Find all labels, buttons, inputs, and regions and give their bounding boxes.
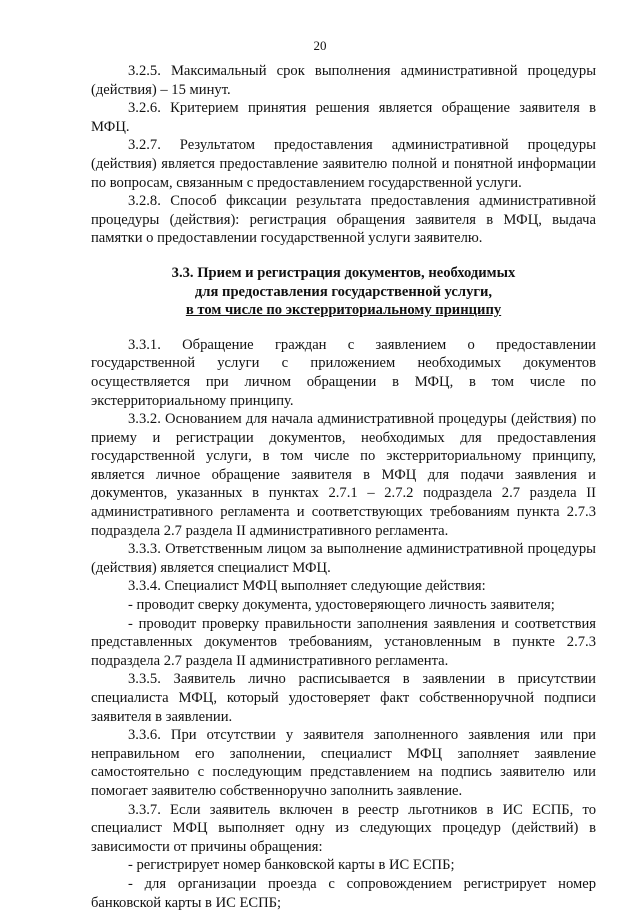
paragraph-3-3-5: 3.3.5. Заявитель лично расписывается в заявлении в присутствии специалиста МФЦ, который удостоверяет факт собственноручной подписи заявителя в заявлении. — [91, 671, 596, 725]
paragraph-3-2-7: 3.2.7. Результатом предоставления административной процедуры (действия) является предоставление заявителю полной и понятной информации по вопросам, связанным с предоставлением государственной услуги. — [91, 137, 596, 191]
paragraph-3-2-5: 3.2.5. Максимальный срок выполнения административной процедуры (действия) – 15 минут. — [91, 63, 596, 98]
section-heading-line: 3.3. Прием и регистрация документов, необходимых — [171, 264, 516, 281]
section-heading-3-3 — [91, 264, 596, 320]
paragraph-3-3-7: 3.3.7. Если заявитель включен в реестр льготников в ИС ЕСПБ, то специалист МФЦ выполняет одну из следующих процедур (действий) в зависимости от причины обращения: — [91, 801, 596, 855]
section-heading-line: в том числе по экстерриториальному принципу — [185, 302, 502, 319]
paragraph-3-2-8: 3.2.8. Способ фиксации результата предоставления административной процедуры (действия): регистрация обращения заявителя в МФЦ, выдача памятки о предоставлении государственной услуги заявителю. — [91, 193, 596, 247]
document-body — [91, 62, 596, 912]
list-item: - для организации проезда с сопровождением регистрирует номер банковской карты в ИС ЕСПБ; — [91, 875, 596, 911]
section-heading-line: для предоставления государственной услуги, — [194, 283, 493, 300]
paragraph-3-3-4: 3.3.4. Специалист МФЦ выполняет следующие действия: — [128, 578, 486, 595]
list-item: - проводит проверку правильности заполнения заявления и соответствия представленных документов требованиям, установленным в пункте 2.7.3 подраздела 2.7 раздела II административного регламента. — [91, 615, 596, 669]
list-item: - проводит сверку документа, удостоверяющего личность заявителя; — [128, 597, 555, 614]
page-number: 20 — [313, 38, 327, 53]
paragraph-3-3-1: 3.3.1. Обращение граждан с заявлением о предоставлении государственной услуги с приложением необходимых документов осуществляется при личном обращении в МФЦ, в том числе по экстерриториальному принципу. — [91, 336, 596, 409]
paragraph-3-3-3: 3.3.3. Ответственным лицом за выполнение административной процедуры (действия) является специалист МФЦ. — [91, 541, 596, 576]
list-item: - регистрирует номер банковской карты в ИС ЕСПБ; — [128, 857, 455, 874]
paragraph-3-3-6: 3.3.6. При отсутствии у заявителя заполненного заявления или при неправильном его заполнении, специалист МФЦ заполняет заявление самостоятельно с последующим представлением на подпись заявителю или помогает заявителю собственноручно заполнить заявление. — [91, 727, 596, 799]
paragraph-3-2-6: 3.2.6. Критерием принятия решения является обращение заявителя в МФЦ. — [91, 100, 596, 135]
paragraph-3-3-2: 3.3.2. Основанием для начала административной процедуры (действия) по приему и регистрации документов, необходимых для предоставления государственной услуги, в том числе по экстерриториальному принципу, является личное обращение заявителя в МФЦ для подачи заявления и документов, указанных в пунктах 2.7.1 – 2.7.2 подраздела 2.7 раздела II административного регламента и соответствующих требованиям пункта 2.7.3 подраздела 2.7 раздела II административного регламента. — [91, 411, 596, 539]
